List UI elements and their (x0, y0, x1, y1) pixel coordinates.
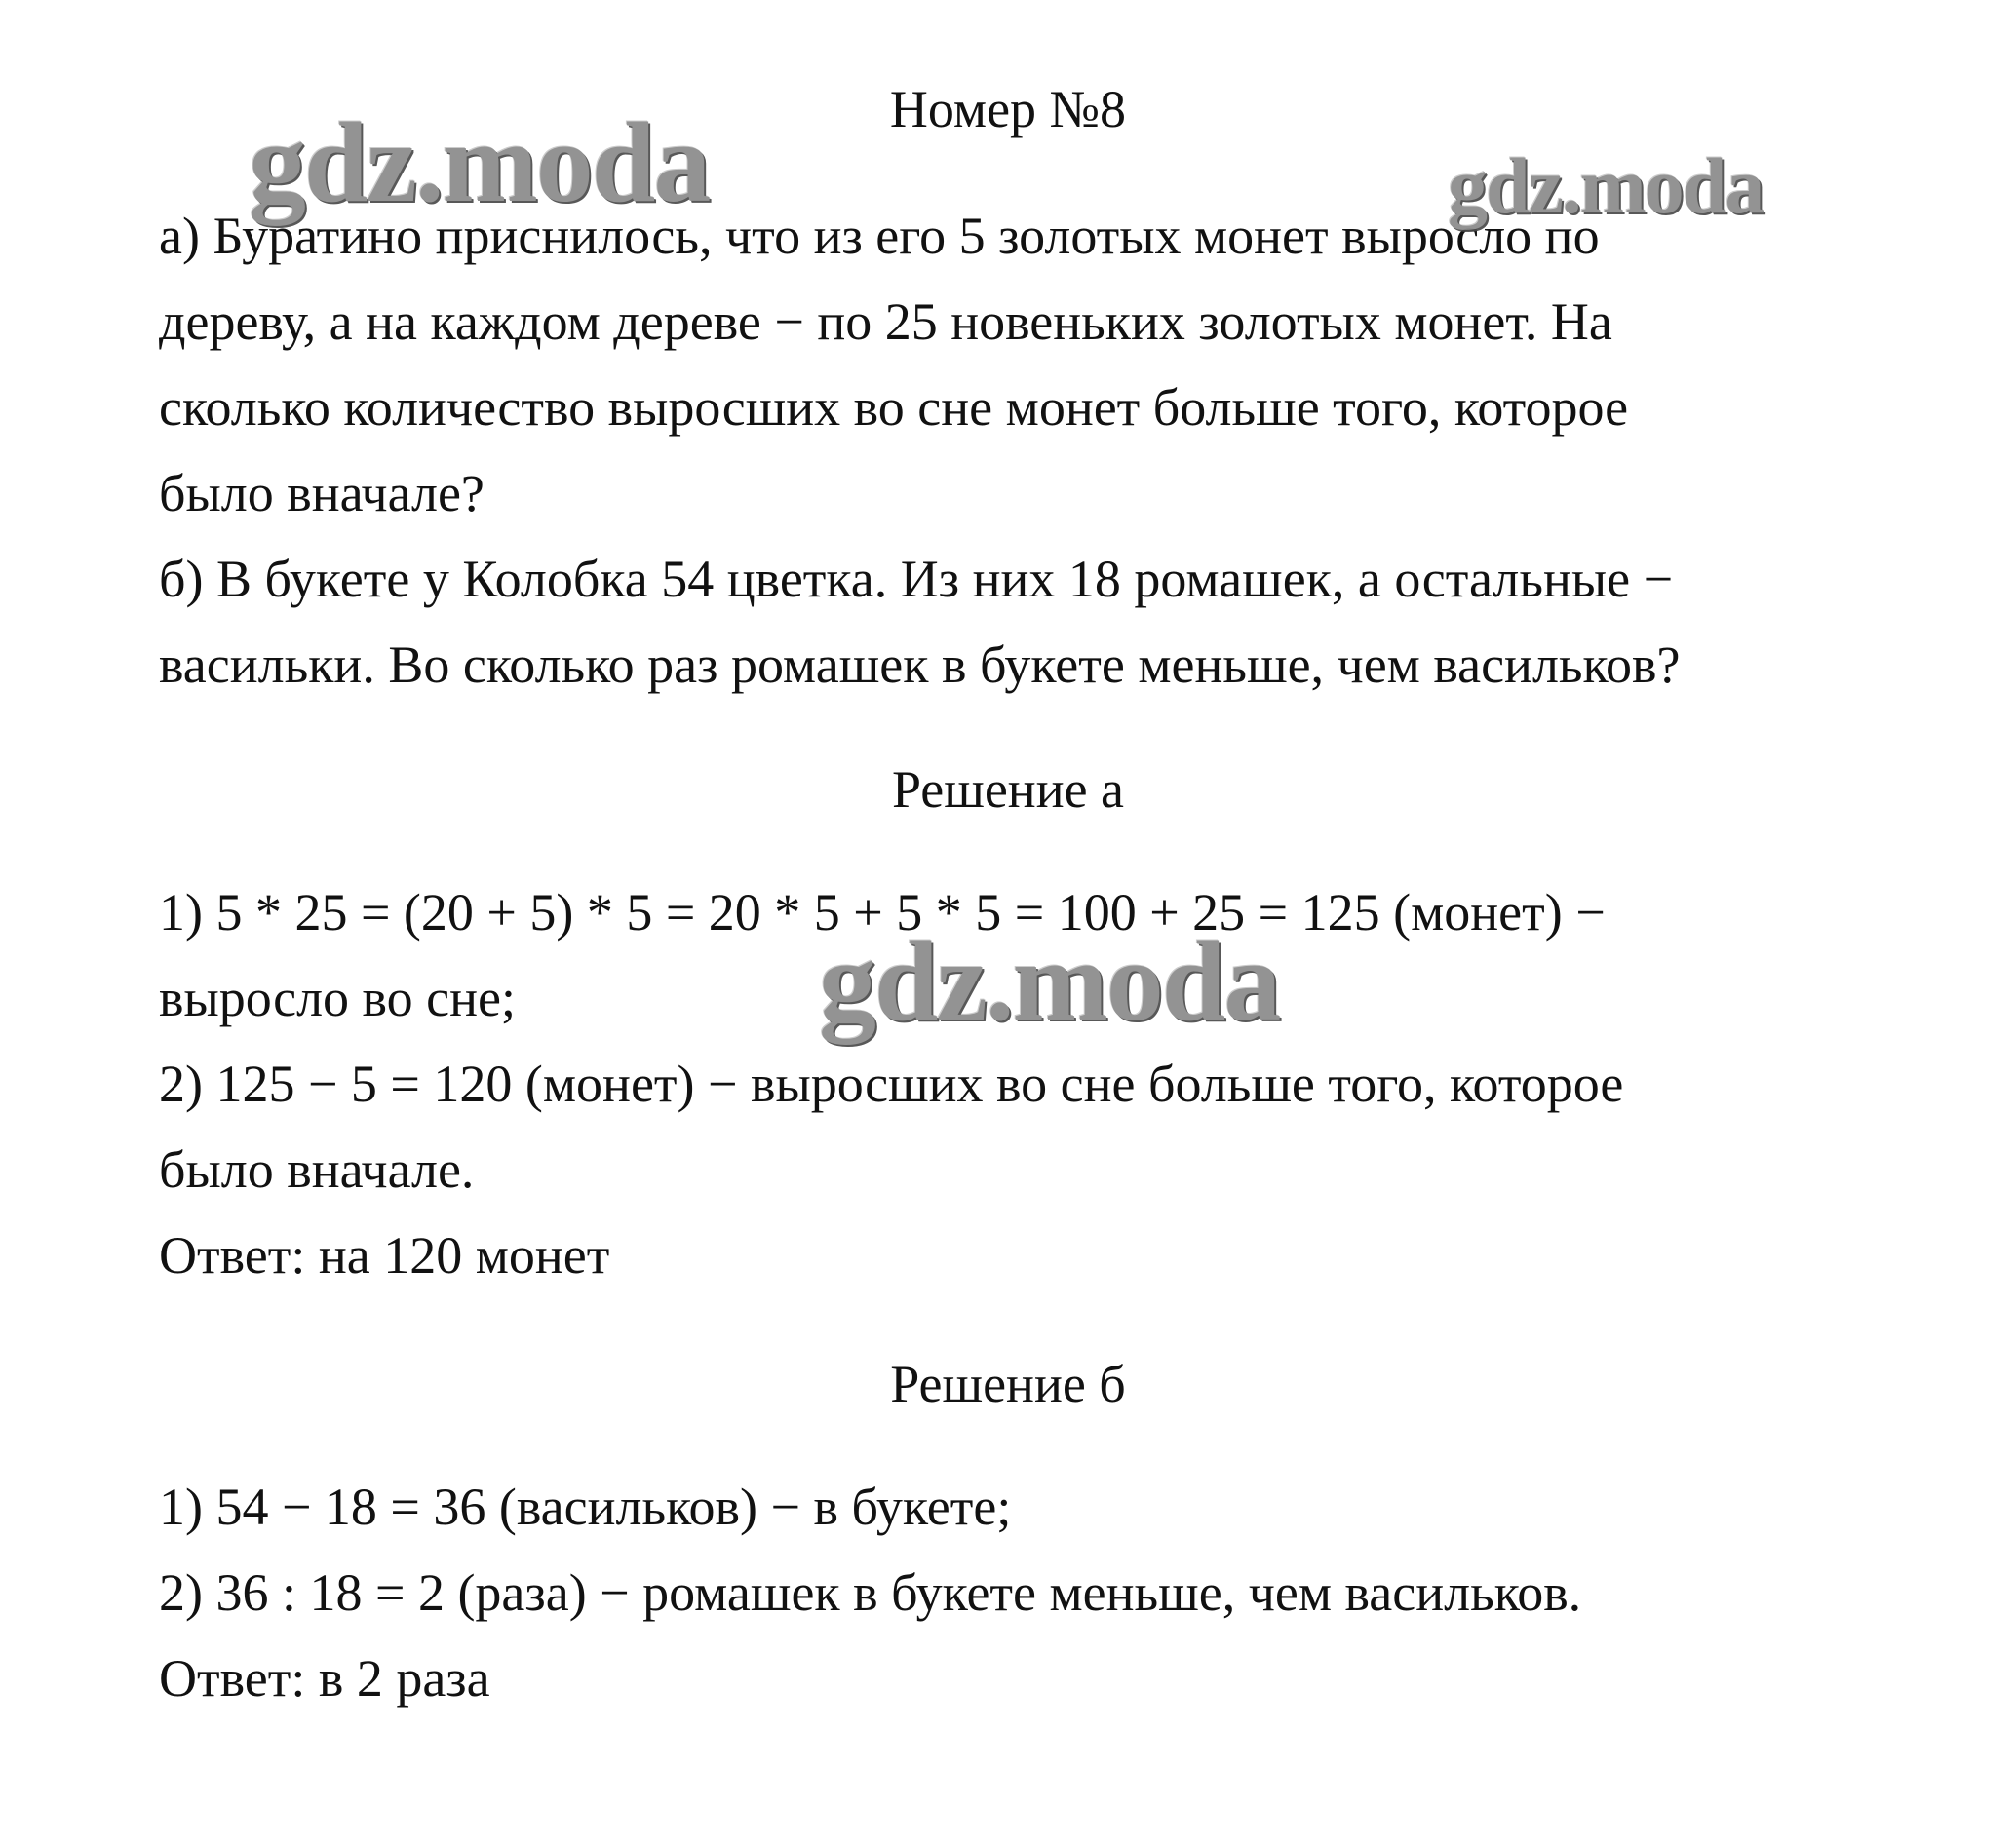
solution-a-answer: Ответ: на 120 монет (159, 1226, 610, 1285)
solution-a-line: выросло во сне; (159, 969, 517, 1027)
problem-line: б) В букете у Колобка 54 цветка. Из них 18 ромашек, а остальные − (159, 550, 1674, 608)
watermark-logo: gdz.moda (1448, 141, 1764, 230)
watermark-logo: gdz.moda (819, 917, 1280, 1045)
solution-a-line: было вначале. (159, 1140, 475, 1199)
solution-b-line: 2) 36 : 18 = 2 (раза) − ромашек в букете меньше, чем васильков. (159, 1563, 1582, 1622)
solution-a-heading: Решение а (891, 760, 1125, 819)
solution-a-line: 2) 125 − 5 = 120 (монет) − выросших во сне больше того, которое (159, 1055, 1624, 1113)
problem-line: дереву, а на каждом дереве − по 25 новеньких золотых монет. На (159, 292, 1612, 351)
problem-line: было вначале? (159, 464, 485, 522)
problem-line: сколько количество выросших во сне монет больше того, которое (159, 378, 1629, 437)
solution-b-answer: Ответ: в 2 раза (159, 1649, 490, 1708)
solution-b-line: 1) 54 − 18 = 36 (васильков) − в букете; (159, 1478, 1012, 1536)
page-title: Номер №8 (889, 80, 1127, 138)
problem-line: а) Буратино приснилось, что из его 5 золотых монет выросло по (159, 207, 1600, 265)
solution-b-heading: Решение б (890, 1355, 1126, 1413)
solution-a-line: 1) 5 * 25 = (20 + 5) * 5 = 20 * 5 + 5 * 5 = 100 + 25 = 125 (монет) − (159, 883, 1606, 942)
problem-line: васильки. Во сколько раз ромашек в букете меньше, чем васильков? (159, 635, 1681, 694)
watermark-logo: gdz.moda (249, 98, 710, 226)
